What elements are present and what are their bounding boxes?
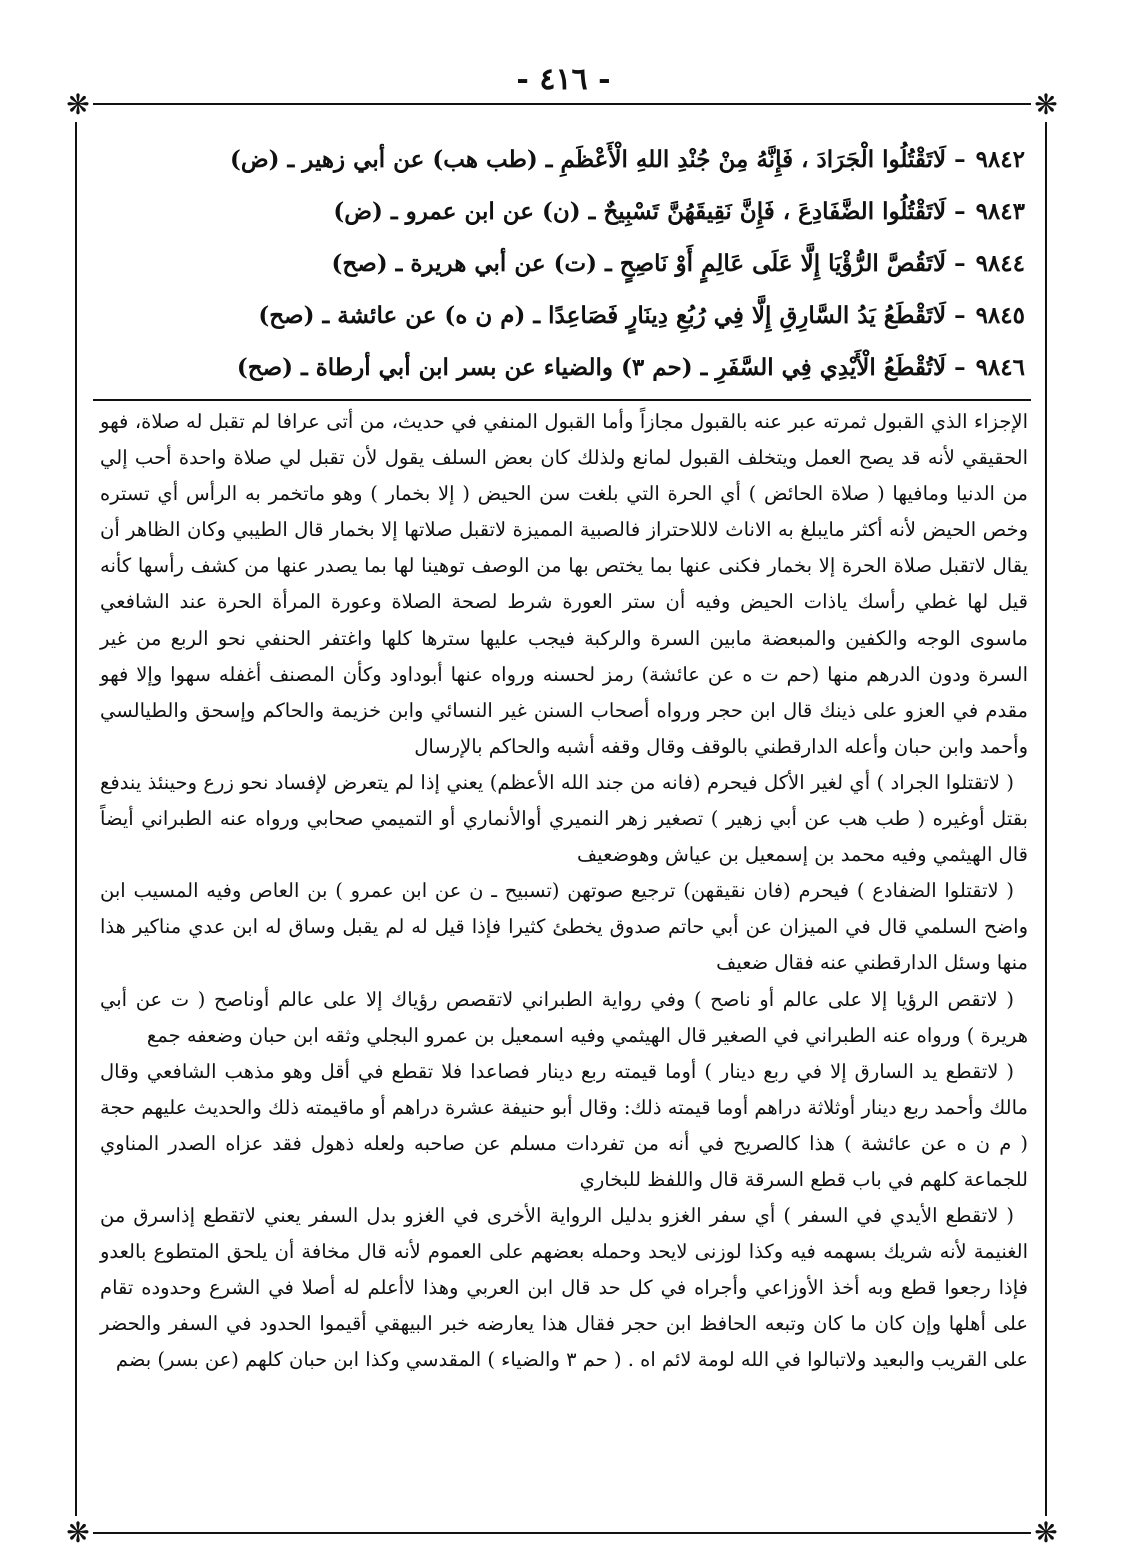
- corner-ornament-top-left-icon: ❋: [66, 88, 90, 121]
- hadith-entry: [210, 342, 1025, 394]
- bottom-frame-rule: [93, 1532, 1031, 1534]
- commentary-paragraph: ( لاتقص الرؤيا إلا على عالم أو ناصح ) وفي رواية الطبراني لاتقصص رؤياك إلا على عالم أوناصح ( ت عن أبي هريرة ) ورواه عنه الطبراني في الصغير قال الهيثمي وفيه اسمعيل بن عمرو البجلي وثقه ابن حبان وضعفه جمع: [100, 987, 1028, 1047]
- hadith-text: – لَاتُقْطَعُ الْأَيْدِي فِي السَّفَرِ ـ (حم ٣) والضياء عن بسر ابن أبي أرطاة ـ (صح): [236, 354, 966, 381]
- hadith-number: ٩٨٤٥: [975, 302, 1025, 329]
- hadith-number: ٩٨٤٢: [975, 146, 1025, 173]
- hadith-text: – لَاتَقْتُلُوا الْجَرَادَ ، فَإِنَّهُ مِنْ جُنْدِ اللهِ الْأَعْظَمِ ـ (طب هب) عن أبي زهير ـ (ض): [229, 146, 966, 173]
- corner-ornament-bottom-right-icon: ❋: [1034, 1516, 1058, 1549]
- right-frame-rule: [1045, 122, 1047, 1516]
- hadith-text: – لَاتَقْتُلُوا الضَّفَادِعَ ، فَإِنَّ نَقِيقَهُنَّ تَسْبِيحٌ ـ (ن) عن ابن عمرو ـ (ض): [333, 198, 966, 225]
- commentary-paragraph: ( لاتقتلوا الضفادع ) فيحرم (فان نقيقهن) ترجيع صوتهن (تسبيح ـ ن عن ابن عمرو ) بن العاص وفيه المسيب ابن واضح السلمي قال في الميزان عن أبي حاتم صدوق يخطئ كثيرا فإذا قيل له لم يقبل وساق له ابن عدي مناكير هذا منها وسئل الدارقطني عنه فقال ضعيف: [100, 879, 1028, 975]
- page-number: - ٤١٦ -: [516, 62, 611, 97]
- hadith-list: [210, 134, 1025, 394]
- top-frame-rule: [93, 103, 1031, 105]
- commentary-paragraph: ( لاتقتلوا الجراد ) أي لغير الأكل فيحرم (فانه من جند الله الأعظم) يعني إذا لم يتعرض لإفساد نحو زرع وحينئذ يندفع بقتل أوغيره ( طب هب عن أبي زهير ) تصغير زهر النميري أوالأنماري أو التميمي صحابي ورواه عنه الطبراني أيضاً قال الهيثمي وفيه محمد بن إسمعيل بن عياش وهوضعيف: [100, 770, 1028, 867]
- commentary-section: [100, 404, 1028, 1379]
- left-frame-rule: [75, 122, 77, 1516]
- hadith-number: ٩٨٤٣: [975, 198, 1025, 225]
- hadith-entry: [210, 186, 1025, 238]
- corner-ornament-bottom-left-icon: ❋: [66, 1516, 90, 1549]
- hadith-entry: [210, 134, 1025, 186]
- hadith-text: – لَاتَقُصَّ الرُّؤْيَا إِلَّا عَلَى عَالِمٍ أَوْ نَاصِحٍ ـ (ت) عن أبي هريرة ـ (صح): [331, 250, 966, 277]
- hadith-number: ٩٨٤٦: [975, 354, 1025, 381]
- hadith-entry: [210, 238, 1025, 290]
- corner-ornament-top-right-icon: ❋: [1034, 88, 1058, 121]
- hadith-text: – لَاتَقْطَعُ يَدُ السَّارِقِ إِلَّا فِي رُبُعِ دِينَارٍ فَصَاعِدًا ـ (م ن ه) عن عائشة ـ (صح): [258, 302, 966, 329]
- commentary-paragraph: ( لاتقطع الأيدي في السفر ) أي سفر الغزو بدليل الرواية الأخرى في الغزو بدل السفر يعني لاتقطع إذاسرق من الغنيمة لأنه شريك بسهمه فيه وكذا لوزنى لايحد وحمله بعضهم على العموم لأنه قال مخافة أن يلحق المتطوع بالعدو فإذا رجعوا قطع وبه أخذ الأوزاعي وأجراه في كل حد قال ابن العربي وهذا لاأعلم له أصلا في الشرع وحدوده تقام على أهلها وإن كان ما كان وتبعه الحافظ ابن حجر فقال هذا يعارضه خبر البيهقي أقيموا الحدود في السفر والحضر على القريب والبعيد ولاتبالوا في الله لومة لائم اه . ( حم ٣ والضياء ) المقدسي وكذا ابن حبان كلهم (عن بسر) بضم: [100, 1204, 1028, 1372]
- section-divider-rule: [93, 399, 1031, 401]
- commentary-paragraph: الإجزاء الذي القبول ثمرته عبر عنه بالقبول مجازاً وأما القبول المنفي في حديث، من أتى عرافا لم تقبل له صلاة، فهو الحقيقي لأنه قد يصح العمل ويتخلف القبول لمانع ولذلك كان بعض السلف يقول لأن تقبل لي صلاة واحدة أحب إلي من الدنيا ومافيها ( صلاة الحائض ) أي الحرة التي بلغت سن الحيض ( إلا بخمار ) وهو ماتخمر به الرأس أي تستره وخص الحيض لأنه أكثر مايبلغ به الاناث لاللاحتراز فالصبية المميزة لاتقبل صلاتها إلا بخمار قال الطيبي وكان الظاهر أن يقال لاتقبل صلاة الحرة إلا بخمار فكنى عنها بما يختص بها من الوصف توهينا لها بما يصدر عنها من كشف رأسها كأنه قيل لها غطي رأسك ياذات الحيض وفيه أن ستر العورة شرط لصحة الصلاة وعورة المرأة الحرة عند الشافعي ماسوى الوجه والكفين والمبعضة مابين السرة والركبة فيجب عليها سترها كلها واغتفر الحنفي نحو الربع من غير السرة ودون الدرهم منها (حم ت ه عن عائشة) رمز لحسنه ورواه عنها أبوداود وكأن المصنف أغفله سهوا وإلا فهو مقدم في العزو على ذينك قال ابن حجر ورواه أصحاب السنن غير النسائي وابن خزيمة والحاكم وإسحق والطيالسي وأحمد وابن حبان وأعله الدارقطني بالوقف وقال وقفه أشبه والحاكم بالإرسال: [100, 410, 1028, 758]
- hadith-number: ٩٨٤٤: [975, 250, 1025, 277]
- hadith-entry: [210, 290, 1025, 342]
- commentary-paragraph: ( لاتقطع يد السارق إلا في ربع دينار ) أوما قيمته ربع دينار فصاعدا فلا تقطع في أقل وهو مذهب الشافعي وقال مالك وأحمد ربع دينار أوثلاثة دراهم أوما قيمته ذلك: وقال أبو حنيفة عشرة دراهم أو ماقيمته ذلك والحديث عليهم حجة ( م ن ه عن عائشة ) هذا كالصريح في أنه من تفردات مسلم عن صاحبه ولعله ذهول فقد عزاه الصدر المناوي للجماعة كلهم في باب قطع السرقة قال واللفظ للبخاري: [100, 1059, 1028, 1191]
